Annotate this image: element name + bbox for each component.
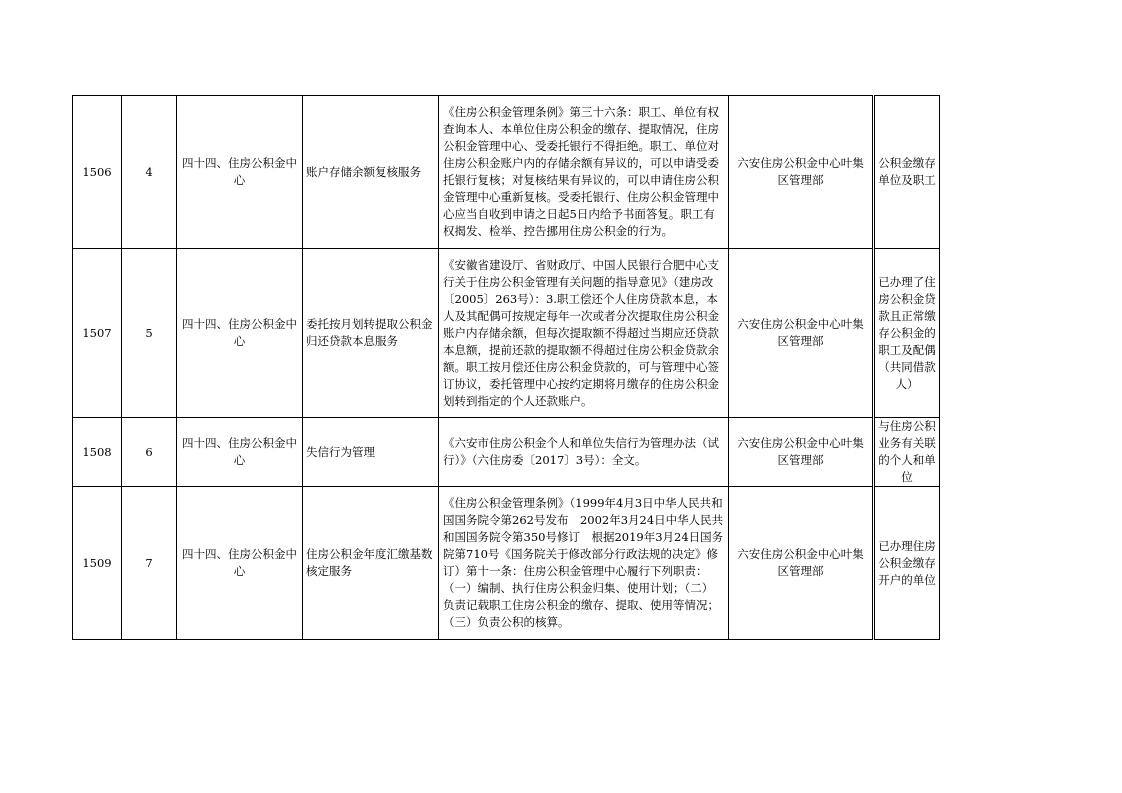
service-list-table bbox=[72, 95, 940, 640]
department-cell: 四十四、住房公积金中心 bbox=[177, 249, 303, 418]
seq-cell: 5 bbox=[122, 249, 177, 418]
target-cell: 已办理了住房公积金贷款且正常缴存公积金的职工及配偶（共同借款人） bbox=[874, 249, 940, 418]
code-cell: 1507 bbox=[73, 249, 122, 418]
table-row bbox=[73, 96, 940, 249]
basis-cell: 《住房公积金管理条例》（1999年4月3日中华人民共和国国务院令第262号发布 2002年3月24日中华人民共和国国务院令第350号修订 根据2019年3月24日国务院第710号《国务院关于修改部分行政法规的决定》修订）第十一条：住房公积金管理中心履行下列职责：（一）编制、执行住房公积金归集、使用计划；（二）负责记载职工住房公积金的缴存、提取、使用等情况；（三）负责公积的核算。 bbox=[439, 487, 729, 640]
item-cell: 账户存储余额复核服务 bbox=[303, 96, 439, 249]
executor-cell: 六安住房公积金中心叶集区管理部 bbox=[729, 418, 874, 487]
target-cell: 与住房公积业务有关联的个人和单位 bbox=[874, 418, 940, 487]
item-cell: 住房公积金年度汇缴基数核定服务 bbox=[303, 487, 439, 640]
item-cell: 失信行为管理 bbox=[303, 418, 439, 487]
table-row bbox=[73, 418, 940, 487]
department-cell: 四十四、住房公积金中心 bbox=[177, 487, 303, 640]
code-cell: 1509 bbox=[73, 487, 122, 640]
table-row bbox=[73, 487, 940, 640]
department-cell: 四十四、住房公积金中心 bbox=[177, 96, 303, 249]
basis-cell: 《安徽省建设厅、省财政厅、中国人民银行合肥中心支行关于住房公积金管理有关问题的指导意见》（建房改〔2005〕263号）：3.职工偿还个人住房贷款本息，本人及其配偶可按规定每年一次或者分次提取住房公积金账户内存储余额，但每次提取额不得超过当期应还贷款本息额，提前还款的提取额不得超过住房公积金贷款余额。职工按月偿还住房公积金贷款的，可与管理中心签订协议，委托管理中心按约定期将月缴存的住房公积金划转到指定的个人还款账户。 bbox=[439, 249, 729, 418]
code-cell: 1508 bbox=[73, 418, 122, 487]
item-cell: 委托按月划转提取公积金归还贷款本息服务 bbox=[303, 249, 439, 418]
department-cell: 四十四、住房公积金中心 bbox=[177, 418, 303, 487]
basis-cell: 《住房公积金管理条例》第三十六条：职工、单位有权查询本人、本单位住房公积金的缴存、提取情况，住房公积金管理中心、受委托银行不得拒绝。职工、单位对住房公积金账户内的存储余额有异议的，可以申请受委托银行复核；对复核结果有异议的，可以申请住房公积金管理中心重新复核。受委托银行、住房公积金管理中心应当自收到申请之日起5日内给予书面答复。职工有权揭发、检举、控告挪用住房公积金的行为。 bbox=[439, 96, 729, 249]
target-cell: 已办理住房公积金缴存开户的单位 bbox=[874, 487, 940, 640]
seq-cell: 4 bbox=[122, 96, 177, 249]
code-cell: 1506 bbox=[73, 96, 122, 249]
executor-cell: 六安住房公积金中心叶集区管理部 bbox=[729, 96, 874, 249]
seq-cell: 7 bbox=[122, 487, 177, 640]
target-cell: 公积金缴存单位及职工 bbox=[874, 96, 940, 249]
executor-cell: 六安住房公积金中心叶集区管理部 bbox=[729, 249, 874, 418]
seq-cell: 6 bbox=[122, 418, 177, 487]
table-row bbox=[73, 249, 940, 418]
executor-cell: 六安住房公积金中心叶集区管理部 bbox=[729, 487, 874, 640]
basis-cell: 《六安市住房公积金个人和单位失信行为管理办法（试行）》（六住房委〔2017〕3号）：全文。 bbox=[439, 418, 729, 487]
